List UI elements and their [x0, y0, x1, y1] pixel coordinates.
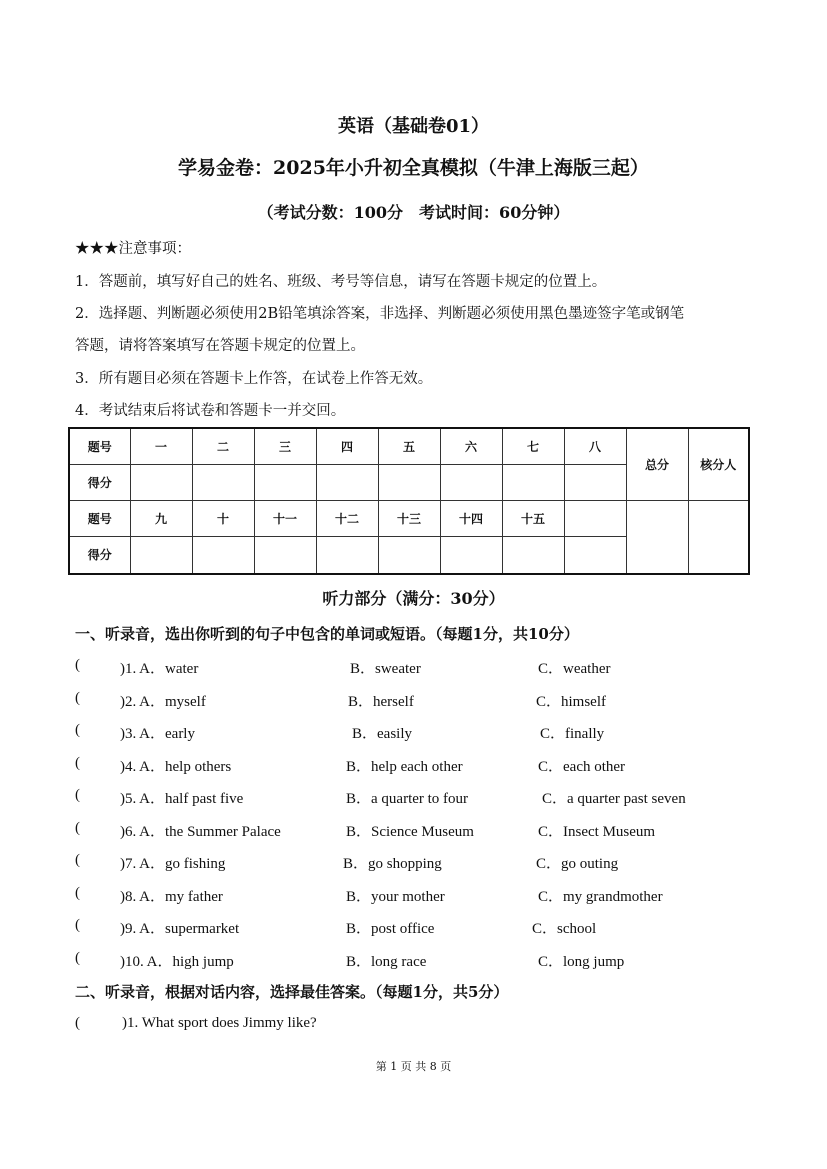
q-cell: 一 [130, 428, 192, 465]
question-text: )1. What sport does Jimmy like? [122, 1015, 317, 1031]
option-b: B．a quarter to four [346, 791, 469, 807]
answer-paren[interactable]: ( [75, 819, 80, 836]
option-a: )4. A．help others [120, 758, 232, 775]
option-c: C．my grandmother [538, 888, 663, 905]
answer-paren[interactable]: ( [75, 657, 80, 673]
option-a: )10. A．high jump [120, 953, 234, 970]
option-c: C．each other [538, 758, 626, 775]
option-b: B．sweater [350, 661, 421, 677]
q-cell: 十四 [440, 501, 502, 537]
section2-heading: 二、听录音，根据对话内容，选择最佳答案。（每题1分，共5分） [75, 983, 509, 1001]
answer-paren[interactable]: ( [75, 949, 80, 966]
exam-info: （考试分数：100分 考试时间：60分钟） [257, 203, 570, 222]
option-b: B．herself [348, 693, 414, 710]
score-table [68, 427, 750, 575]
q-cell: 五 [378, 428, 440, 465]
label-cell: 题号 [69, 501, 130, 537]
option-a: )1. A．water [120, 661, 199, 677]
option-a: )5. A．half past five [120, 791, 244, 807]
option-b: B．help each other [346, 758, 463, 775]
option-a: )9. A．supermarket [120, 921, 240, 937]
q-cell: 十三 [378, 501, 440, 537]
label-cell: 得分 [69, 537, 130, 574]
option-c: C．go outing [536, 856, 619, 872]
answer-paren[interactable]: ( [75, 852, 80, 868]
notice-3: 3．所有题目必须在答题卡上作答，在试卷上作答无效。 [75, 371, 433, 387]
section1-heading: 一、听录音，选出你听到的句子中包含的单词或短语。（每题1分，共10分） [75, 625, 579, 643]
option-a: )8. A．my father [120, 888, 223, 905]
option-b: B．long race [346, 953, 427, 970]
total-header: 总分 [626, 428, 688, 501]
option-a: )2. A．myself [120, 693, 206, 710]
q-cell: 二 [192, 428, 254, 465]
q-cell: 四 [316, 428, 378, 465]
option-c: C．Insect Museum [538, 823, 656, 840]
q-cell: 十一 [254, 501, 316, 537]
option-c: C．finally [540, 726, 605, 742]
option-a: )6. A．the Summer Palace [120, 823, 281, 840]
q-cell: 十五 [502, 501, 564, 537]
answer-paren[interactable]: ( [75, 884, 80, 901]
option-a: )7. A．go fishing [120, 856, 226, 872]
notice-2: 2．选择题、判断题必须使用2B铅笔填涂答案，非选择、判断题必须使用黑色墨迹签字笔或钢笔 [75, 306, 685, 322]
checker-header: 核分人 [688, 428, 749, 501]
option-b: B．Science Museum [346, 823, 474, 840]
option-c: C．a quarter past seven [542, 791, 686, 807]
option-c: C．school [532, 921, 597, 937]
page-footer: 第 1 页 共 8 页 [375, 1060, 452, 1073]
total-cell[interactable] [626, 501, 688, 574]
q-cell: 十 [192, 501, 254, 537]
answer-paren[interactable]: ( [75, 689, 80, 706]
option-b: B．easily [352, 726, 412, 742]
listening-heading: 听力部分（满分：30分） [322, 589, 505, 608]
q-cell: 六 [440, 428, 502, 465]
label-cell: 题号 [69, 428, 130, 465]
answer-paren[interactable]: ( [75, 754, 80, 771]
option-c: C．weather [538, 661, 611, 677]
label-cell: 得分 [69, 465, 130, 501]
q-cell: 九 [130, 501, 192, 537]
q-cell: 三 [254, 428, 316, 465]
answer-paren[interactable]: ( [75, 787, 80, 803]
notice-heading: ★★★注意事项： [75, 241, 191, 257]
answer-paren[interactable]: ( [75, 917, 80, 933]
option-a: )3. A．early [120, 726, 195, 742]
option-b: B．post office [346, 921, 435, 937]
option-c: C．long jump [538, 953, 625, 970]
doc-title: 英语（基础卷01） [337, 116, 490, 137]
q-cell: 八 [564, 428, 626, 465]
answer-paren[interactable]: ( [75, 722, 80, 738]
notice-2-cont: 答题，请将答案填写在答题卡规定的位置上。 [75, 338, 365, 354]
notice-1: 1．答题前，填写好自己的姓名、班级、考号等信息，请写在答题卡规定的位置上。 [75, 274, 607, 290]
answer-paren[interactable]: ( [75, 1015, 80, 1031]
q-cell: 十二 [316, 501, 378, 537]
checker-cell[interactable] [688, 501, 749, 574]
option-c: C．himself [536, 693, 606, 710]
option-b: B．go shopping [343, 856, 442, 872]
doc-subtitle: 学易金卷：2025年小升初全真模拟（牛津上海版三起） [178, 157, 649, 179]
q-cell: 七 [502, 428, 564, 465]
notice-4: 4．考试结束后将试卷和答题卡一并交回。 [75, 403, 346, 419]
option-b: B．your mother [346, 888, 445, 905]
